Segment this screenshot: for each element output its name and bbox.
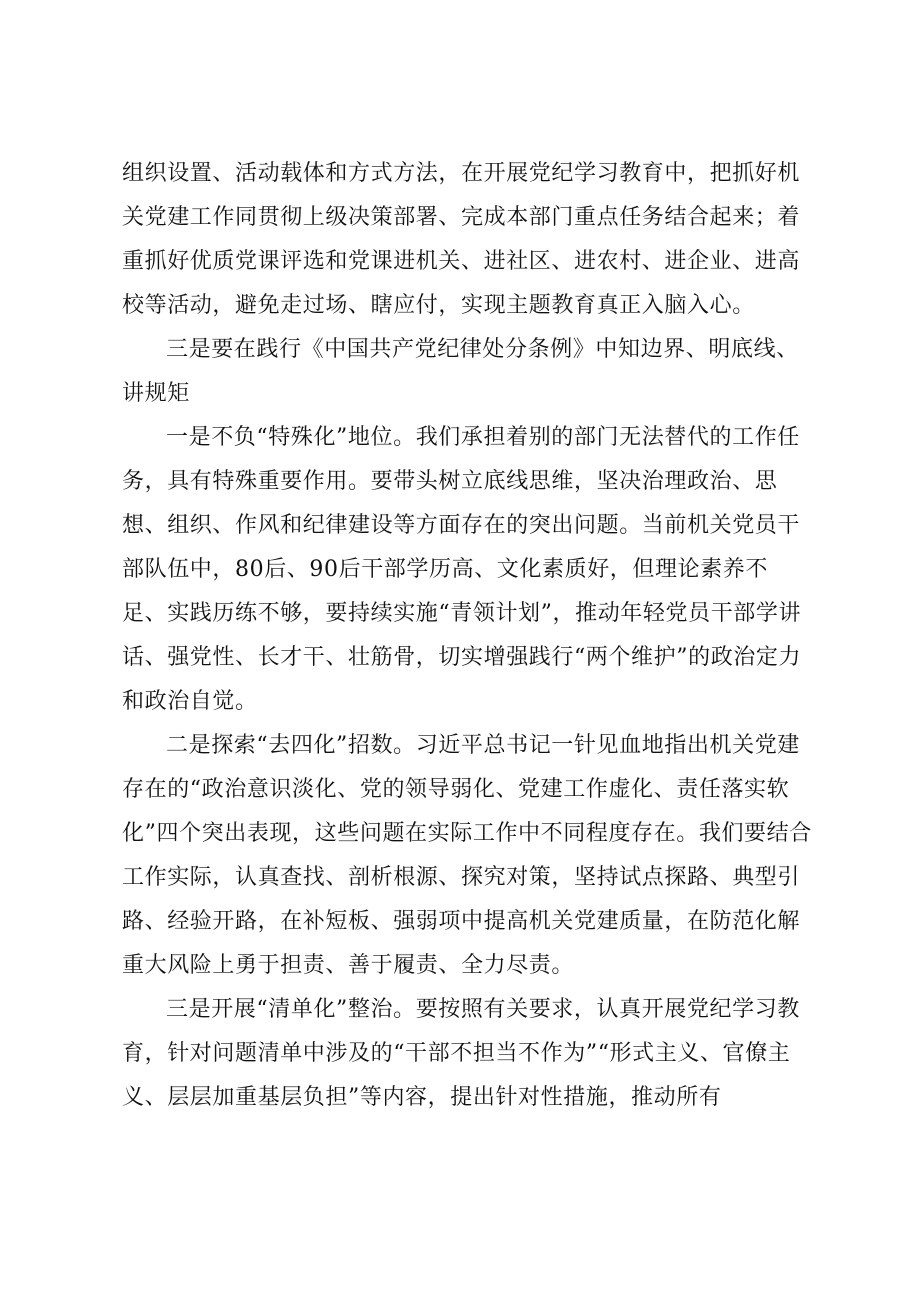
document-body bbox=[122, 152, 812, 1120]
paragraph-point-one: 一是不负“特殊化”地位。我们承担着别的部门无法替代的工作任务，具有特殊重要作用。要带头树立底线思维，坚决治理政治、思想、组织、作风和纪律建设等方面存在的突出问题。当前机关党员干部队伍中，80后、90后干部学历高、文化素质好，但理论素养不足、实践历练不够，要持续实施“青领计划”，推动年轻党员干部学讲话、强党性、长才干、壮筋骨，切实增强践行“两个维护”的政治定力和政治自觉。 bbox=[122, 425, 802, 714]
paragraph-point-three: 三是开展“清单化”整治。要按照有关要求，认真开展党纪学习教育，针对问题清单中涉及的“干部不担当不作为”“形式主义、官僚主义、层层加重基层负担”等内容，提出针对性措施，推动所有 bbox=[122, 997, 800, 1110]
section-heading: 三是要在践行《中国共产党纪律处分条例》中知边界、明底线、讲规矩 bbox=[122, 337, 799, 406]
paragraph-continuation: 组织设置、活动载体和方式方法，在开展党纪学习教育中，把抓好机关党建工作同贯彻上级决策部署、完成本部门重点任务结合起来；着重抓好优质党课评选和党课进机关、进社区、进农村、进企业、进高校等活动，避免走过场、瞎应付，实现主题教育真正入脑入心。 bbox=[122, 161, 801, 318]
paragraph-point-two: 二是探索“去四化”招数。习近平总书记一针见血地指出机关党建存在的“政治意识淡化、党的领导弱化、党建工作虚化、责任落实软化”四个突出表现，这些问题在实际工作中不同程度存在。我们要结合工作实际，认真查找、剖析根源、探究对策，坚持试点探路、典型引路、经验开路，在补短板、强弱项中提高机关党建质量，在防范化解重大风险上勇于担责、善于履责、全力尽责。 bbox=[122, 733, 812, 978]
